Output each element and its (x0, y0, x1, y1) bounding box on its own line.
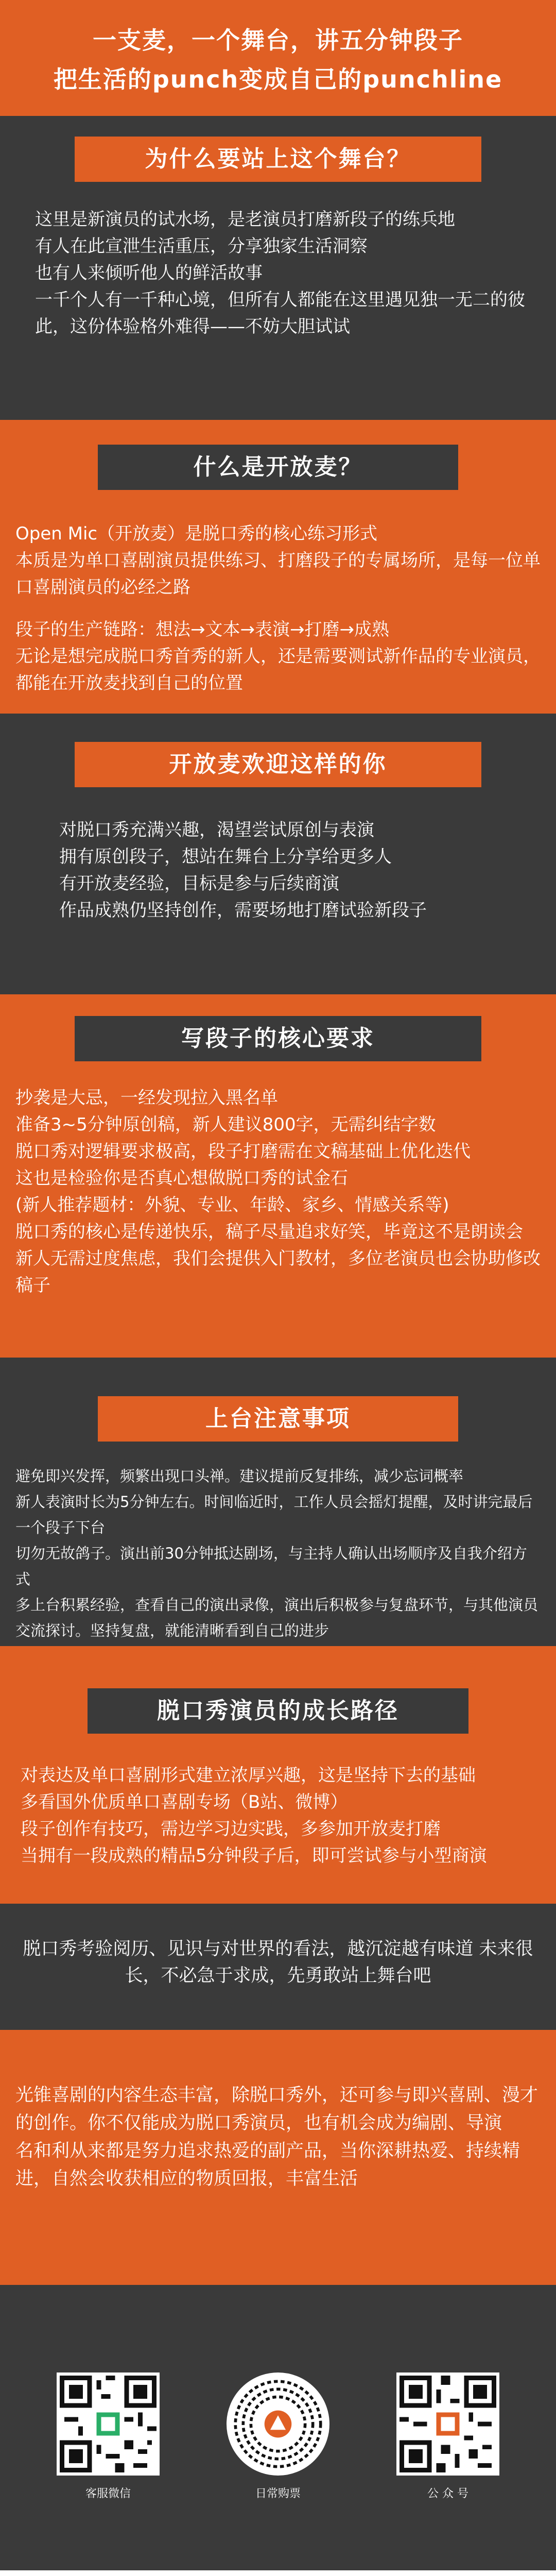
notes-title: 上台注意事项 (98, 1396, 458, 1442)
paragraph: 本质是为单口喜剧演员提供练习、打磨段子的专属场所，是每一位单口喜剧演员的必经之路 (15, 550, 541, 598)
welcome-section (0, 714, 556, 994)
paragraph: 光锥喜剧的内容生态丰富，除脱口秀外，还可参与即兴喜剧、漫才的创作。你不仅能成为脱口秀演员，也有机会成为编剧、导演 (15, 2085, 538, 2133)
hero-line-1: 一支麦，一个舞台，讲五分钟段子 (93, 26, 463, 54)
wechat-icon (57, 2372, 160, 2476)
paragraph: 避免即兴发挥，频繁出现口头禅。建议提前反复排练，减少忘词概率 (15, 1467, 464, 1485)
what-section (0, 420, 556, 714)
qr-card-ticket[interactable] (221, 2372, 335, 2501)
why-section (0, 116, 556, 420)
paragraph: 脱口秀对逻辑要求极高，段子打磨需在文稿基础上优化迭代 (15, 1141, 471, 1162)
paragraph: 也有人来倾听他人的鲜活故事 (35, 263, 263, 283)
career-section (0, 2030, 556, 2285)
core-title: 写段子的核心要求 (75, 1016, 481, 1061)
paragraph: 无论是想完成脱口秀首秀的新人，还是需要测试新作品的专业演员，都能在开放麦找到自己的位置 (15, 646, 541, 693)
why-text (35, 206, 535, 340)
growth-text (21, 1762, 541, 1869)
hero-section (0, 0, 556, 116)
qr-card-wechat[interactable] (51, 2372, 165, 2501)
paragraph: 一千个人有一千种心境，但所有人都能在这里遇见独一无二的彼此，这份体验格外难得——不妨大胆试试 (35, 290, 525, 337)
core-text (15, 1084, 541, 1299)
paragraph: 段子的生产链路：想法→文本→表演→打磨→成熟 (15, 619, 389, 640)
career-text (15, 2081, 541, 2193)
notes-section (0, 1358, 556, 1646)
notes-text (15, 1463, 541, 1643)
paragraph: 准备3~5分钟原创稿，新人建议800字，无需纠结字数 (15, 1114, 436, 1135)
qr-label: 公 众 号 (427, 2487, 468, 2500)
paragraph: 段子创作有技巧，需边学习边实践，多参加开放麦打磨 (21, 1819, 441, 1839)
paragraph: 作品成熟仍坚持创作，需要场地打磨试验新段子 (59, 900, 427, 921)
hero-line-2: 把生活的punch变成自己的punchline (53, 65, 503, 93)
qr-label: 日常购票 (255, 2487, 301, 2500)
growth-title: 脱口秀演员的成长路径 (88, 1688, 468, 1734)
paragraph: 切勿无故鸽子。演出前30分钟抵达剧场，与主持人确认出场顺序及自我介绍方式 (15, 1545, 527, 1588)
paragraph: (新人推荐题材：外貌、专业、年龄、家乡、情感关系等) (15, 1195, 449, 1215)
qr-card-official-account[interactable] (391, 2372, 505, 2501)
paragraph: 抄袭是大忌，一经发现拉入黑名单 (15, 1088, 278, 1108)
paragraph: 拥有原创段子，想站在舞台上分享给更多人 (59, 846, 392, 867)
paragraph: 有开放麦经验，目标是参与后续商演 (59, 873, 339, 894)
what-text (15, 520, 541, 697)
paragraph: 对脱口秀充满兴趣，渴望尝试原创与表演 (59, 820, 374, 840)
ticket-mini-program-icon (227, 2372, 329, 2476)
paragraph: 新人无需过度焦虑，我们会提供入门教材，多位老演员也会协助修改稿子 (15, 1248, 541, 1296)
paragraph: 脱口秀的核心是传递快乐，稿子尽量追求好笑，毕竟这不是朗读会 (15, 1222, 523, 1242)
paragraph: 名和利从来都是努力追求热爱的副产品，当你深耕热爱、持续精进，自然会收获相应的物质回报，丰富生活 (15, 2141, 520, 2189)
quote-text: 脱口秀考验阅历、见识与对世界的看法，越沉淀越有味道 未来很长，不必急于求成，先勇敢站上舞台吧 (23, 1939, 533, 1986)
paragraph: 多看国外优质单口喜剧专场（B站、微博） (21, 1792, 348, 1812)
paragraph: 新人表演时长为5分钟左右。时间临近时，工作人员会摇灯提醒，及时讲完最后一个段子下台 (15, 1493, 533, 1536)
paragraph: 有人在此宣泄生活重压，分享独家生活洞察 (35, 236, 368, 257)
what-title: 什么是开放麦？ (98, 445, 458, 490)
welcome-title: 开放麦欢迎这样的你 (75, 742, 481, 787)
welcome-text (59, 817, 535, 924)
growth-section (0, 1646, 556, 1904)
official-account-icon (396, 2372, 499, 2476)
paragraph: 这里是新演员的试水场，是老演员打磨新段子的练兵地 (35, 209, 455, 230)
paragraph: 多上台积累经验，查看自己的演出录像，演出后积极参与复盘环节，与其他演员交流探讨。坚持复盘，就能清晰看到自己的进步 (15, 1596, 538, 1639)
quote-section (0, 1904, 556, 2030)
core-section (0, 994, 556, 1358)
paragraph: Open Mic（开放麦）是脱口秀的核心练习形式 (15, 523, 378, 544)
paragraph: 这也是检验你是否真心想做脱口秀的试金石 (15, 1168, 348, 1189)
why-title: 为什么要站上这个舞台？ (75, 137, 481, 182)
qr-section (0, 2285, 556, 2570)
qr-label: 客服微信 (85, 2487, 131, 2500)
paragraph: 对表达及单口喜剧形式建立浓厚兴趣，这是坚持下去的基础 (21, 1765, 476, 1786)
paragraph: 当拥有一段成熟的精品5分钟段子后，即可尝试参与小型商演 (21, 1845, 487, 1866)
